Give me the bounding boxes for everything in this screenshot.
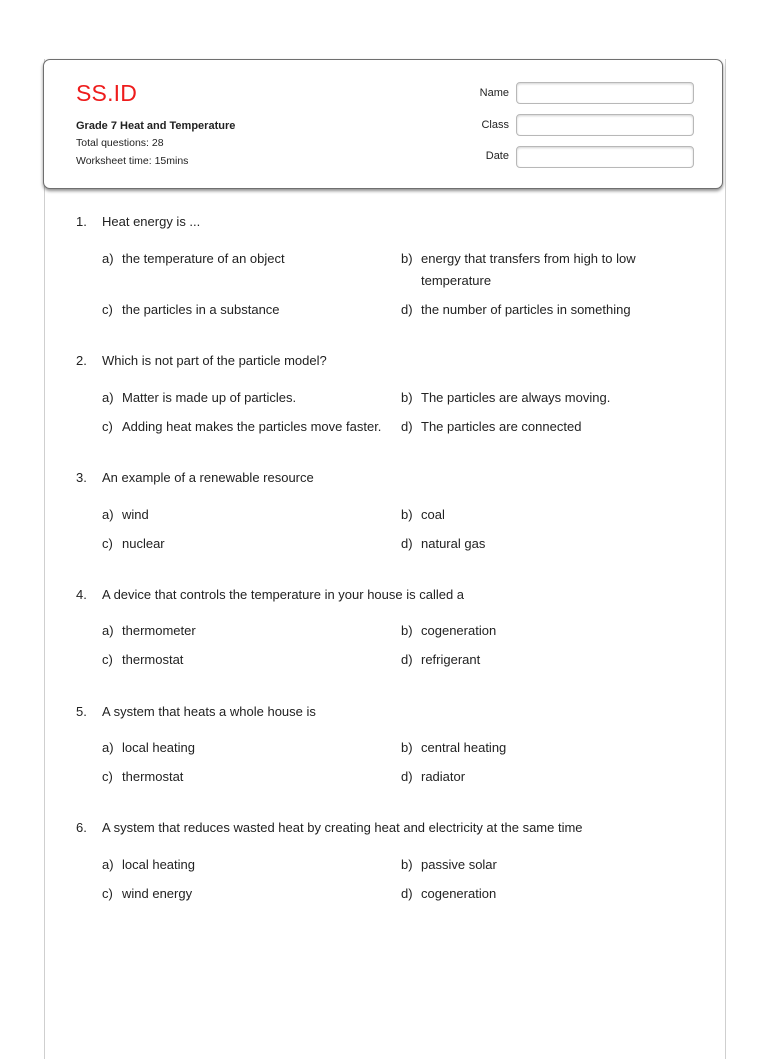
option-letter: d) — [401, 302, 413, 317]
option-letter: b) — [401, 251, 413, 266]
question-text: A system that heats a whole house is — [102, 704, 316, 719]
option-letter: c) — [102, 769, 113, 784]
option-letter: b) — [401, 390, 413, 405]
name-label: Name — [479, 87, 509, 99]
option-text: the number of particles in something — [421, 302, 631, 317]
option-letter: a) — [102, 857, 114, 872]
option-text: natural gas — [421, 536, 486, 551]
option-letter: a) — [102, 390, 114, 405]
option-text: Adding heat makes the particles move faster. — [122, 419, 382, 434]
option-letter: d) — [401, 652, 413, 667]
option-text: cogeneration — [421, 623, 497, 638]
question-number: 1. — [76, 214, 87, 229]
option-letter: a) — [102, 251, 114, 266]
option-letter: d) — [401, 769, 413, 784]
date-field[interactable] — [516, 146, 694, 168]
option-text: passive solar — [421, 857, 497, 872]
question-number: 3. — [76, 470, 87, 485]
question-number: 4. — [76, 587, 87, 602]
option-text: thermostat — [122, 769, 184, 784]
question-text: Which is not part of the particle model? — [102, 353, 327, 368]
question-text: Heat energy is ... — [102, 214, 201, 229]
option-letter: c) — [102, 652, 113, 667]
option-letter: d) — [401, 536, 413, 551]
option-text: cogeneration — [421, 886, 497, 901]
option-text: energy that transfers from high to low temperature — [421, 251, 636, 288]
name-field[interactable] — [516, 82, 694, 104]
question-number: 2. — [76, 353, 87, 368]
option-letter: d) — [401, 886, 413, 901]
worksheet-header — [43, 59, 723, 189]
worksheet-title: Grade 7 Heat and Temperature — [76, 120, 236, 132]
option-text: thermostat — [122, 652, 184, 667]
option-text: radiator — [421, 769, 466, 784]
option-text: the particles in a substance — [122, 302, 280, 317]
page-frame — [44, 59, 726, 1059]
option-letter: d) — [401, 419, 413, 434]
option-text: local heating — [122, 857, 195, 872]
class-field[interactable] — [516, 114, 694, 136]
option-text: refrigerant — [421, 652, 481, 667]
option-letter: a) — [102, 740, 114, 755]
option-text: wind — [122, 507, 149, 522]
question-text: An example of a renewable resource — [102, 470, 314, 485]
option-text: central heating — [421, 740, 507, 755]
option-letter: b) — [401, 857, 413, 872]
option-letter: b) — [401, 740, 413, 755]
question-number: 5. — [76, 704, 87, 719]
question-text: A system that reduces wasted heat by creating heat and electricity at the same time — [102, 820, 583, 835]
option-letter: b) — [401, 623, 413, 638]
option-text: the temperature of an object — [122, 251, 285, 266]
question-number: 6. — [76, 820, 87, 835]
total-questions: Total questions: 28 — [76, 137, 164, 149]
option-text: local heating — [122, 740, 195, 755]
option-text: thermometer — [122, 623, 196, 638]
option-text: wind energy — [122, 886, 193, 901]
question-text: A device that controls the temperature in your house is called a — [102, 587, 465, 602]
option-letter: c) — [102, 886, 113, 901]
option-letter: c) — [102, 302, 113, 317]
date-label: Date — [485, 150, 509, 162]
option-letter: b) — [401, 507, 413, 522]
option-text: The particles are connected — [421, 419, 582, 434]
option-text: nuclear — [122, 536, 165, 551]
option-text: Matter is made up of particles. — [122, 390, 297, 405]
option-text: The particles are always moving. — [421, 390, 611, 405]
option-letter: a) — [102, 507, 114, 522]
class-label: Class — [481, 119, 509, 131]
option-letter: a) — [102, 623, 114, 638]
option-letter: c) — [102, 419, 113, 434]
option-text: coal — [421, 507, 445, 522]
worksheet-time: Worksheet time: 15mins — [76, 155, 189, 167]
option-letter: c) — [102, 536, 113, 551]
logo: SS.ID — [76, 80, 138, 106]
